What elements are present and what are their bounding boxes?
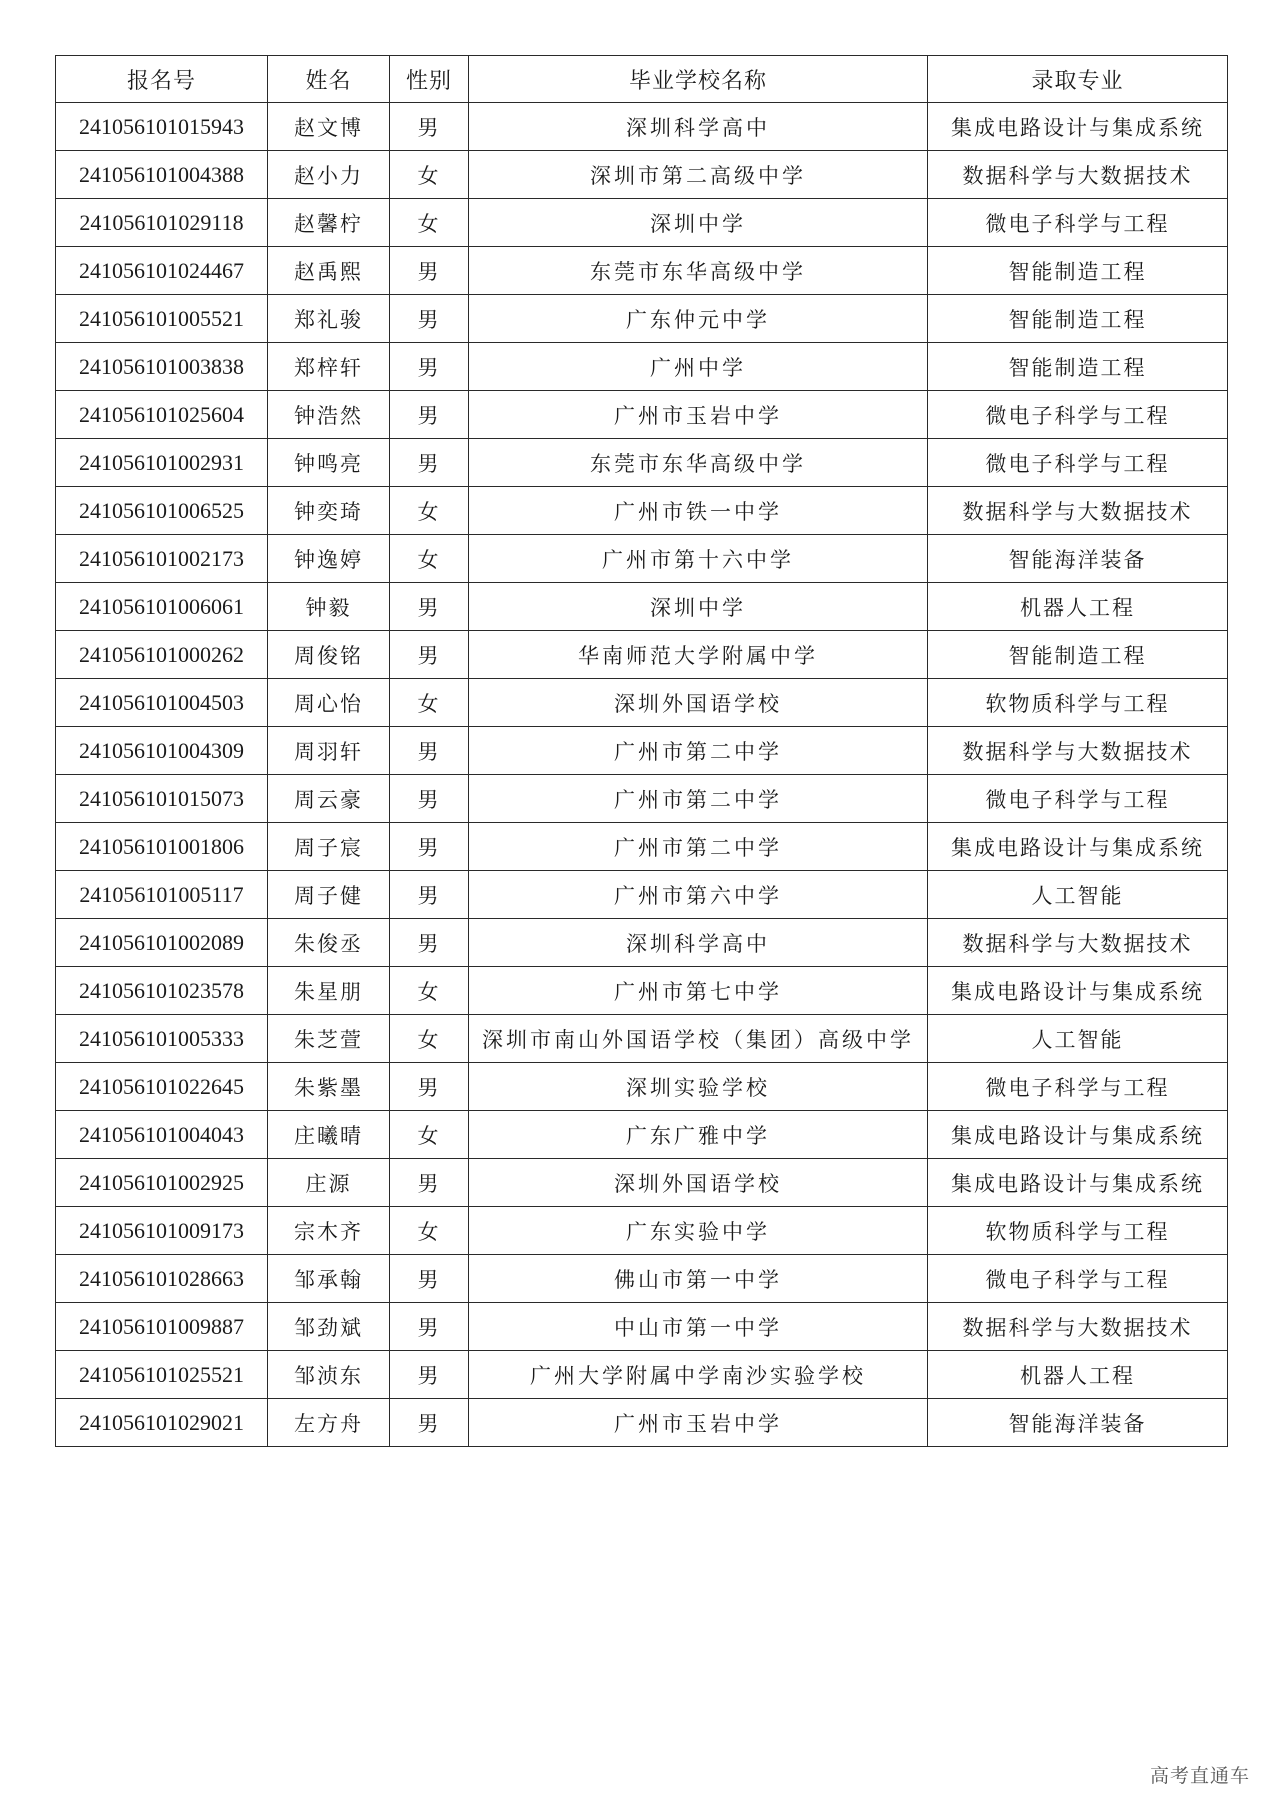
cell-student-name: 钟鸣亮 [268, 439, 390, 487]
table-row [56, 727, 1228, 775]
cell-school-name: 广州市第二中学 [469, 727, 928, 775]
cell-admitted-major: 机器人工程 [928, 583, 1228, 631]
table-row [56, 1351, 1228, 1399]
table-row [56, 1399, 1228, 1447]
cell-admitted-major: 数据科学与大数据技术 [928, 487, 1228, 535]
cell-school-name: 广州市第六中学 [469, 871, 928, 919]
cell-gender: 女 [390, 1015, 469, 1063]
cell-student-name: 钟浩然 [268, 391, 390, 439]
cell-admitted-major: 微电子科学与工程 [928, 199, 1228, 247]
cell-student-name: 庄曦晴 [268, 1111, 390, 1159]
cell-admitted-major: 数据科学与大数据技术 [928, 727, 1228, 775]
cell-registration-number: 241056101004503 [56, 679, 268, 727]
cell-registration-number: 241056101002931 [56, 439, 268, 487]
cell-student-name: 赵馨柠 [268, 199, 390, 247]
cell-registration-number: 241056101009887 [56, 1303, 268, 1351]
cell-school-name: 广州中学 [469, 343, 928, 391]
cell-admitted-major: 智能制造工程 [928, 295, 1228, 343]
cell-registration-number: 241056101006525 [56, 487, 268, 535]
cell-registration-number: 241056101005333 [56, 1015, 268, 1063]
cell-registration-number: 241056101025521 [56, 1351, 268, 1399]
table-row [56, 1111, 1228, 1159]
cell-admitted-major: 微电子科学与工程 [928, 439, 1228, 487]
table-row [56, 631, 1228, 679]
cell-school-name: 广东实验中学 [469, 1207, 928, 1255]
cell-school-name: 佛山市第一中学 [469, 1255, 928, 1303]
cell-gender: 男 [390, 823, 469, 871]
cell-admitted-major: 人工智能 [928, 1015, 1228, 1063]
cell-registration-number: 241056101001806 [56, 823, 268, 871]
cell-gender: 男 [390, 103, 469, 151]
cell-admitted-major: 人工智能 [928, 871, 1228, 919]
table-row [56, 1255, 1228, 1303]
cell-student-name: 钟毅 [268, 583, 390, 631]
cell-student-name: 钟奕琦 [268, 487, 390, 535]
cell-student-name: 周子健 [268, 871, 390, 919]
cell-school-name: 广州市玉岩中学 [469, 1399, 928, 1447]
cell-student-name: 左方舟 [268, 1399, 390, 1447]
cell-gender: 女 [390, 199, 469, 247]
table-row [56, 103, 1228, 151]
cell-registration-number: 241056101028663 [56, 1255, 268, 1303]
cell-admitted-major: 机器人工程 [928, 1351, 1228, 1399]
cell-school-name: 广州市玉岩中学 [469, 391, 928, 439]
cell-gender: 男 [390, 391, 469, 439]
column-header-gender: 性别 [390, 56, 469, 103]
cell-gender: 男 [390, 727, 469, 775]
cell-school-name: 中山市第一中学 [469, 1303, 928, 1351]
cell-gender: 男 [390, 1063, 469, 1111]
cell-gender: 女 [390, 535, 469, 583]
table-row [56, 199, 1228, 247]
cell-admitted-major: 智能制造工程 [928, 247, 1228, 295]
cell-student-name: 朱俊丞 [268, 919, 390, 967]
cell-gender: 男 [390, 343, 469, 391]
cell-school-name: 深圳中学 [469, 199, 928, 247]
cell-registration-number: 241056101002173 [56, 535, 268, 583]
cell-admitted-major: 微电子科学与工程 [928, 775, 1228, 823]
column-header-school: 毕业学校名称 [469, 56, 928, 103]
table-body [56, 103, 1228, 1447]
cell-admitted-major: 智能海洋装备 [928, 535, 1228, 583]
header-row [56, 56, 1228, 103]
cell-school-name: 广州市第七中学 [469, 967, 928, 1015]
cell-student-name: 庄源 [268, 1159, 390, 1207]
cell-gender: 男 [390, 871, 469, 919]
cell-student-name: 周子宸 [268, 823, 390, 871]
cell-school-name: 东莞市东华高级中学 [469, 247, 928, 295]
table-row [56, 1159, 1228, 1207]
table-row [56, 775, 1228, 823]
cell-student-name: 赵文博 [268, 103, 390, 151]
table-row [56, 679, 1228, 727]
cell-registration-number: 241056101015073 [56, 775, 268, 823]
cell-registration-number: 241056101005521 [56, 295, 268, 343]
table-row [56, 343, 1228, 391]
cell-gender: 男 [390, 919, 469, 967]
cell-gender: 男 [390, 1303, 469, 1351]
cell-student-name: 周心怡 [268, 679, 390, 727]
cell-registration-number: 241056101002089 [56, 919, 268, 967]
cell-admitted-major: 集成电路设计与集成系统 [928, 103, 1228, 151]
column-header-major: 录取专业 [928, 56, 1228, 103]
cell-admitted-major: 数据科学与大数据技术 [928, 1303, 1228, 1351]
table-row [56, 919, 1228, 967]
cell-student-name: 朱星朋 [268, 967, 390, 1015]
cell-student-name: 朱芝萱 [268, 1015, 390, 1063]
cell-admitted-major: 数据科学与大数据技术 [928, 151, 1228, 199]
cell-admitted-major: 软物质科学与工程 [928, 679, 1228, 727]
table-row [56, 1303, 1228, 1351]
cell-student-name: 郑梓轩 [268, 343, 390, 391]
cell-gender: 女 [390, 1207, 469, 1255]
admission-table [55, 55, 1228, 1447]
cell-school-name: 华南师范大学附属中学 [469, 631, 928, 679]
table-row [56, 871, 1228, 919]
cell-registration-number: 241056101005117 [56, 871, 268, 919]
table-row [56, 535, 1228, 583]
cell-registration-number: 241056101000262 [56, 631, 268, 679]
table-row [56, 391, 1228, 439]
cell-school-name: 广州市铁一中学 [469, 487, 928, 535]
table-row [56, 1063, 1228, 1111]
cell-gender: 女 [390, 679, 469, 727]
cell-school-name: 广州大学附属中学南沙实验学校 [469, 1351, 928, 1399]
cell-admitted-major: 智能制造工程 [928, 343, 1228, 391]
cell-student-name: 周俊铭 [268, 631, 390, 679]
table-header [56, 56, 1228, 103]
cell-gender: 女 [390, 151, 469, 199]
cell-admitted-major: 智能海洋装备 [928, 1399, 1228, 1447]
table-row [56, 247, 1228, 295]
cell-gender: 男 [390, 775, 469, 823]
cell-student-name: 朱紫墨 [268, 1063, 390, 1111]
cell-admitted-major: 微电子科学与工程 [928, 1255, 1228, 1303]
cell-registration-number: 241056101029021 [56, 1399, 268, 1447]
column-header-id: 报名号 [56, 56, 268, 103]
cell-school-name: 深圳市南山外国语学校（集团）高级中学 [469, 1015, 928, 1063]
cell-registration-number: 241056101003838 [56, 343, 268, 391]
table-row [56, 823, 1228, 871]
cell-school-name: 深圳实验学校 [469, 1063, 928, 1111]
table-row [56, 583, 1228, 631]
cell-gender: 女 [390, 967, 469, 1015]
cell-registration-number: 241056101002925 [56, 1159, 268, 1207]
cell-registration-number: 241056101023578 [56, 967, 268, 1015]
cell-registration-number: 241056101024467 [56, 247, 268, 295]
cell-admitted-major: 微电子科学与工程 [928, 391, 1228, 439]
cell-school-name: 深圳中学 [469, 583, 928, 631]
cell-registration-number: 241056101009173 [56, 1207, 268, 1255]
cell-school-name: 广东广雅中学 [469, 1111, 928, 1159]
cell-gender: 男 [390, 1255, 469, 1303]
table-row [56, 439, 1228, 487]
cell-registration-number: 241056101029118 [56, 199, 268, 247]
cell-admitted-major: 集成电路设计与集成系统 [928, 967, 1228, 1015]
cell-gender: 男 [390, 439, 469, 487]
cell-gender: 男 [390, 295, 469, 343]
cell-school-name: 广州市第二中学 [469, 823, 928, 871]
cell-student-name: 郑礼骏 [268, 295, 390, 343]
cell-school-name: 广州市第二中学 [469, 775, 928, 823]
cell-school-name: 深圳外国语学校 [469, 1159, 928, 1207]
table-row [56, 151, 1228, 199]
cell-school-name: 广东仲元中学 [469, 295, 928, 343]
cell-admitted-major: 微电子科学与工程 [928, 1063, 1228, 1111]
cell-school-name: 深圳外国语学校 [469, 679, 928, 727]
table-row [56, 295, 1228, 343]
cell-student-name: 周羽轩 [268, 727, 390, 775]
cell-school-name: 深圳科学高中 [469, 103, 928, 151]
cell-registration-number: 241056101022645 [56, 1063, 268, 1111]
cell-admitted-major: 集成电路设计与集成系统 [928, 823, 1228, 871]
cell-registration-number: 241056101004388 [56, 151, 268, 199]
table-row [56, 1207, 1228, 1255]
cell-registration-number: 241056101004043 [56, 1111, 268, 1159]
column-header-name: 姓名 [268, 56, 390, 103]
cell-gender: 男 [390, 247, 469, 295]
table-row [56, 487, 1228, 535]
cell-admitted-major: 集成电路设计与集成系统 [928, 1159, 1228, 1207]
cell-gender: 男 [390, 583, 469, 631]
cell-school-name: 深圳科学高中 [469, 919, 928, 967]
cell-student-name: 赵禹熙 [268, 247, 390, 295]
cell-student-name: 周云豪 [268, 775, 390, 823]
cell-student-name: 钟逸婷 [268, 535, 390, 583]
cell-gender: 男 [390, 1159, 469, 1207]
cell-registration-number: 241056101025604 [56, 391, 268, 439]
cell-registration-number: 241056101004309 [56, 727, 268, 775]
table-row [56, 967, 1228, 1015]
cell-admitted-major: 软物质科学与工程 [928, 1207, 1228, 1255]
cell-gender: 男 [390, 1351, 469, 1399]
cell-school-name: 广州市第十六中学 [469, 535, 928, 583]
cell-school-name: 深圳市第二高级中学 [469, 151, 928, 199]
cell-admitted-major: 数据科学与大数据技术 [928, 919, 1228, 967]
cell-gender: 女 [390, 487, 469, 535]
cell-admitted-major: 智能制造工程 [928, 631, 1228, 679]
cell-student-name: 邹承翰 [268, 1255, 390, 1303]
cell-admitted-major: 集成电路设计与集成系统 [928, 1111, 1228, 1159]
cell-student-name: 邹劲斌 [268, 1303, 390, 1351]
cell-registration-number: 241056101015943 [56, 103, 268, 151]
cell-student-name: 宗木齐 [268, 1207, 390, 1255]
cell-student-name: 邹浈东 [268, 1351, 390, 1399]
cell-school-name: 东莞市东华高级中学 [469, 439, 928, 487]
cell-gender: 男 [390, 631, 469, 679]
cell-student-name: 赵小力 [268, 151, 390, 199]
cell-registration-number: 241056101006061 [56, 583, 268, 631]
cell-gender: 女 [390, 1111, 469, 1159]
cell-gender: 男 [390, 1399, 469, 1447]
table-row [56, 1015, 1228, 1063]
watermark-text: 高考直通车 [1149, 1765, 1250, 1787]
